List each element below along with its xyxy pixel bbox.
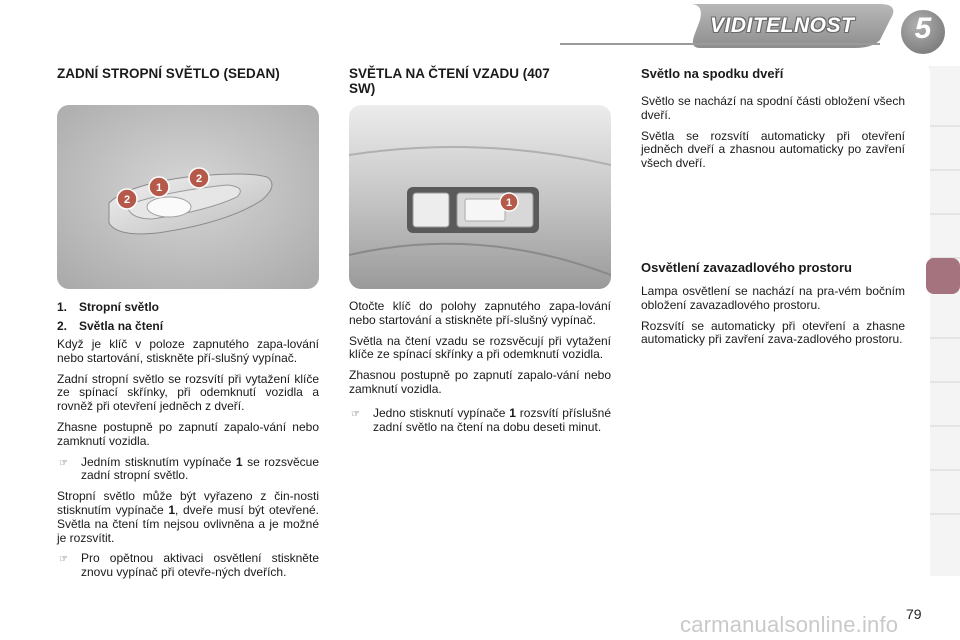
photo-callout: 1 bbox=[155, 182, 163, 194]
bullet-item: ☞ Jedno stisknutí vypínače 1 rozsvítí příslušné zadní světlo na čtení na dobu deseti minut. bbox=[351, 405, 611, 434]
legend-item: 2. Světla na čtení bbox=[57, 319, 164, 333]
chapter-header bbox=[0, 0, 960, 58]
chapter-number: 5 bbox=[914, 12, 932, 45]
ceiling-light-photo bbox=[57, 105, 319, 289]
watermark: carmanualsonline.info bbox=[680, 612, 899, 637]
column-reading-lights bbox=[349, 66, 611, 96]
chapter-tabs bbox=[926, 66, 960, 576]
paragraph: Rozsvítí se automaticky při otevření a zhasne automaticky při zavření zava-zadlového prostoru. bbox=[641, 318, 905, 347]
paragraph: Světla se rozsvítí automaticky při otevření jedněch dveří a zhasnou automaticky po zavření všech dveří. bbox=[641, 128, 905, 171]
legend-item: 1. Stropní světlo bbox=[57, 300, 160, 314]
section-heading: ZADNÍ STROPNÍ SVĚTLO (SEDAN) bbox=[57, 66, 280, 81]
boot-light-section bbox=[641, 260, 905, 354]
pointer-icon: ☞ bbox=[351, 408, 360, 420]
photo-callout: 1 bbox=[505, 197, 513, 209]
column-door-boot-lights bbox=[641, 66, 905, 178]
chapter-title: VIDITELNOST bbox=[710, 14, 855, 37]
paragraph: Otočte klíč do polohy zapnutého zapa-lování nebo startování a stiskněte pří-slušný vypínač. bbox=[349, 299, 611, 327]
section-heading: Osvětlení zavazadlového prostoru bbox=[641, 260, 852, 275]
photo-callout: 2 bbox=[195, 173, 203, 185]
photo-callout: 2 bbox=[123, 194, 131, 206]
paragraph: Stropní světlo může být vyřazeno z čin-nosti stisknutím vypínače 1, dveře musí být otevřené. Světla na čtení tím nejsou ovlivněna a je možné je rozsvítit. bbox=[57, 489, 320, 545]
paragraph: Když je klíč v poloze zapnutého zapa-lování nebo startování, stiskněte pří-slušný vypínač. bbox=[57, 337, 319, 365]
page-number: 79 bbox=[906, 606, 922, 622]
section-heading: SVĚTLA NA ČTENÍ VZADU (407 SW) bbox=[349, 66, 550, 96]
active-chapter-tab bbox=[926, 258, 960, 294]
paragraph: Zhasnou postupně po zapnutí zapalo-vání nebo zamknutí vozidla. bbox=[349, 368, 611, 396]
section-heading: Světlo na spodku dveří bbox=[641, 66, 784, 81]
pointer-icon: ☞ bbox=[59, 554, 68, 566]
reading-lights-text bbox=[349, 300, 611, 441]
pointer-icon: ☞ bbox=[59, 457, 68, 469]
bullet-item: ☞ Pro opětnou aktivaci osvětlení stiskněte znovu vypínač při otevře-ných dveřích. bbox=[59, 551, 319, 580]
column-rear-ceiling-light bbox=[57, 66, 319, 81]
paragraph: Zadní stropní světlo se rozsvítí při vytažení klíče ze spínací skřínky, při odemknutí vozidla a rovněž při otevření jedněch z dveří. bbox=[57, 371, 319, 414]
rear-ceiling-light-text bbox=[57, 300, 319, 587]
reading-light-photo bbox=[349, 105, 611, 289]
paragraph: Světlo se nachází na spodní části obložení všech dveří. bbox=[641, 94, 905, 122]
paragraph: Zhasne postupně po zapnutí zapalo-vání nebo zamknutí vozidla. bbox=[57, 419, 319, 448]
bullet-item: ☞ Jedním stisknutím vypínače 1 se rozsvěcue zadní stropní světlo. bbox=[59, 454, 319, 483]
paragraph: Světla na čtení vzadu se rozsvěcují při vytažení klíče ze spínací skřínky a při odemknutí vozidla. bbox=[349, 333, 611, 362]
paragraph: Lampa osvětlení se nachází na pra-vém bočním obložení zavazadlového prostoru. bbox=[641, 284, 905, 312]
